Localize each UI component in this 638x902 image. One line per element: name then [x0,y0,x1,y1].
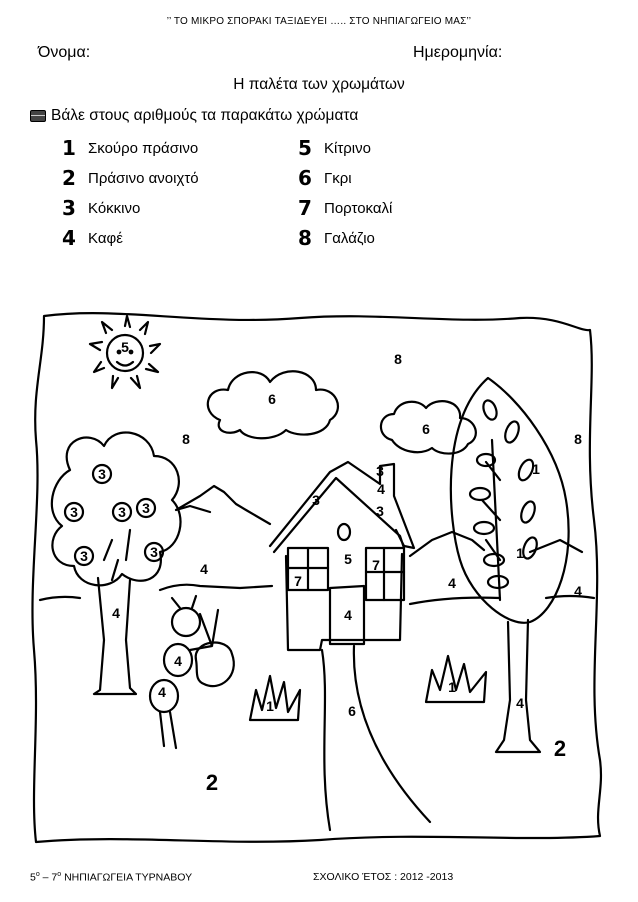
footer-text: ΝΗΠΙΑΓΩΓΕΙΑ ΤΥΡΝΑΒΟΥ [61,871,193,884]
footer-text: – 7 [39,871,58,884]
hill-label: 4 [200,561,208,577]
door-label: 4 [344,607,352,623]
cloud-label: 6 [422,421,430,437]
key-number: 5 [298,136,312,160]
key-number: 2 [62,166,76,190]
key-color: Κόκκινο [88,199,141,217]
roof-label: 3 [376,503,384,519]
date-label: Ημερομηνία: [413,44,503,61]
key-color: Καφέ [88,229,123,247]
roof-label: 3 [312,492,320,508]
leaf-label: 1 [532,461,540,477]
top-title: ’’ ΤΟ ΜΙΚΡΟ ΣΠΟΡΑΚΙ ΤΑΞΙΔΕΥΕΙ ….. ΣΤΟ ΝΗΠΙΑΓΩΓΕΙΟ ΜΑΣ’’ [166,16,472,27]
footer-school-year: ΣΧΟΛΙΚΟ ΈΤΟΣ : 2012 -2013 [313,871,454,883]
ground-label: 2 [553,736,567,761]
name-label: Όνομα: [38,44,91,61]
leaf-label: 1 [516,545,524,561]
key-color: Πορτοκαλί [324,199,393,217]
chimney-top-label: 3 [376,463,384,479]
footer-schools [30,871,192,884]
ant-label: 4 [158,684,166,700]
sheet-title: Η παλέτα των χρωμάτων [233,76,405,93]
key-number: 6 [298,166,312,190]
wall-label: 5 [344,551,352,567]
sun-label: 5 [121,339,129,355]
trunk-label: 4 [112,605,120,621]
key-color: Γαλάζιο [324,229,375,247]
window-label: 7 [372,557,380,573]
hill-label: 4 [574,583,582,599]
apple-label: 3 [80,548,88,564]
right-tree-leaves [470,399,539,588]
horizon [40,585,594,604]
key-color: Γκρι [324,169,352,187]
instruction-text: Βάλε στους αριθμούς τα παρακάτω χρώματα [51,107,359,124]
apple-label: 3 [118,504,126,520]
house [270,462,414,650]
grass-label: 1 [266,698,274,714]
right-tree-trunk [482,440,540,752]
key-number: 7 [298,196,312,220]
footer-sup: ο [57,871,62,878]
ground-label: 2 [205,770,219,795]
grass-left [250,676,300,720]
sky-label: 8 [182,431,190,447]
path-label: 6 [348,703,356,719]
key-number: 4 [62,226,76,250]
grass-right [426,656,486,702]
sky-label: 8 [394,351,402,367]
apple-label: 3 [142,500,150,516]
apple-label: 3 [70,504,78,520]
key-number: 8 [298,226,312,250]
key-number: 3 [62,196,76,220]
apple-label: 3 [150,544,158,560]
trunk-label: 4 [516,695,524,711]
chimney-label: 4 [377,481,385,497]
footer-sup: ο [35,871,40,878]
cloud-label: 6 [268,391,276,407]
grass-label: 1 [448,679,456,695]
right-tree-crown [451,378,569,623]
garden-path [322,646,430,830]
ant-drawing [150,596,234,748]
key-color: Πράσινο ανοιχτό [88,169,199,187]
sky-label: 8 [574,431,582,447]
footer-text: 5 [30,871,36,884]
apple-label: 3 [98,466,106,482]
window-label: 7 [294,573,302,589]
key-number: 1 [62,136,76,160]
ant-label: 4 [174,653,182,669]
key-color: Σκούρο πράσινο [88,139,199,157]
key-color: Κίτρινο [324,139,371,157]
hill-label: 4 [448,575,456,591]
